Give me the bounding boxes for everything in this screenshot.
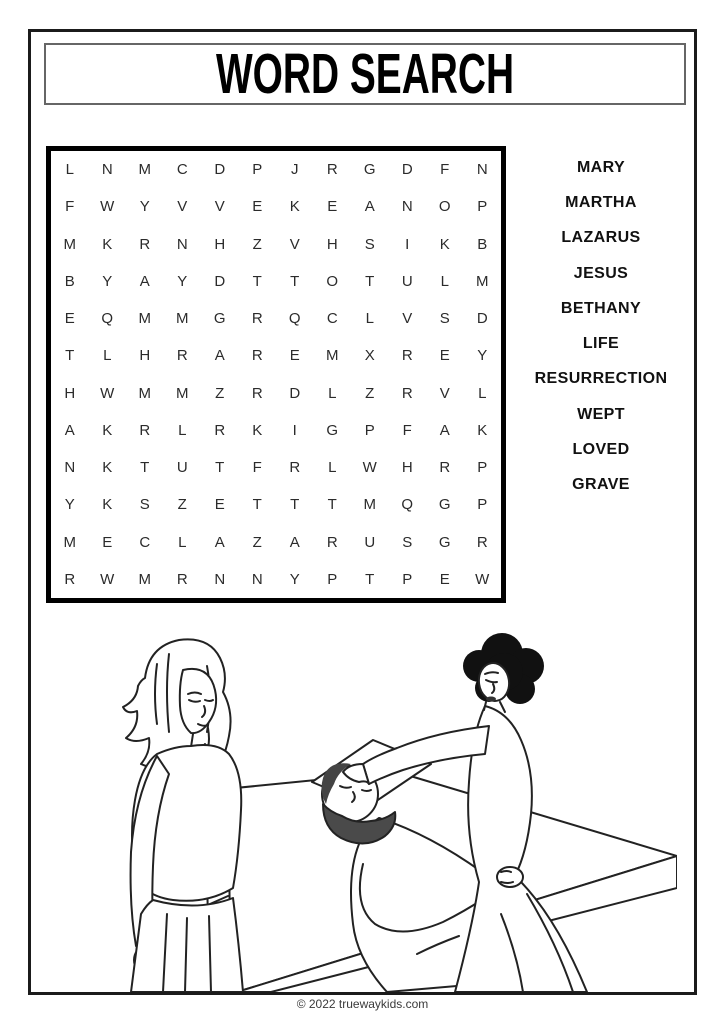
- grid-cell: Y: [102, 272, 113, 290]
- grid-cell: O: [438, 198, 451, 216]
- grid-cell: H: [64, 384, 76, 402]
- grid-cell: Z: [252, 533, 262, 551]
- grid-cell: L: [365, 310, 374, 328]
- grid-cell: T: [215, 459, 225, 477]
- grid-cell: K: [102, 459, 113, 477]
- grid-cell: H: [326, 235, 338, 253]
- grid-cell: L: [178, 421, 187, 439]
- grid-cell: L: [65, 161, 74, 179]
- word-search-grid: [51, 151, 501, 598]
- grid-cell: R: [439, 459, 451, 477]
- grid-cell: H: [401, 459, 413, 477]
- grid-cell: Q: [288, 310, 301, 328]
- grid-cell: P: [252, 161, 263, 179]
- grid-cell: Z: [365, 384, 375, 402]
- grid-cell: L: [103, 347, 112, 365]
- grid-cell: A: [289, 533, 300, 551]
- grid-cell: Y: [139, 198, 150, 216]
- grid-cell: P: [402, 570, 413, 588]
- grid-cell: N: [101, 161, 113, 179]
- grid-cell: H: [214, 235, 226, 253]
- grid-cell: W: [475, 570, 490, 588]
- grid-cell: N: [214, 570, 226, 588]
- grid-cell: R: [251, 310, 263, 328]
- grid-cell: I: [405, 235, 410, 253]
- grid-cell: M: [176, 384, 189, 402]
- grid-cell: Y: [477, 347, 488, 365]
- grid-cell: M: [63, 533, 76, 551]
- grid-cell: Z: [252, 235, 262, 253]
- grid-cell: A: [364, 198, 375, 216]
- grid-cell: S: [402, 533, 413, 551]
- grid-cell: F: [252, 459, 262, 477]
- grid-cell: N: [476, 161, 488, 179]
- grid-cell: W: [362, 459, 377, 477]
- grid-cell: W: [100, 198, 115, 216]
- grid-cell: Y: [177, 272, 188, 290]
- grid-cell: R: [176, 347, 188, 365]
- grid-cell: N: [176, 235, 188, 253]
- grid-cell: N: [251, 570, 263, 588]
- grid-cell: A: [139, 272, 150, 290]
- grid-cell: E: [214, 496, 225, 514]
- grid-cell: P: [327, 570, 338, 588]
- grid-cell: P: [364, 421, 375, 439]
- grid-cell: T: [252, 272, 262, 290]
- grid-cell: K: [477, 421, 488, 439]
- grid-cell: A: [439, 421, 450, 439]
- word-list-item: GRAVE: [572, 476, 630, 494]
- grid-cell: L: [328, 384, 337, 402]
- grid-cell: Q: [101, 310, 114, 328]
- grid-cell: R: [139, 421, 151, 439]
- grid-cell: K: [102, 496, 113, 514]
- grid-cell: T: [327, 496, 337, 514]
- grid-cell: V: [289, 235, 300, 253]
- grid-cell: R: [326, 161, 338, 179]
- grid-cell: M: [138, 384, 151, 402]
- page-title: WORD SEARCH: [215, 42, 515, 106]
- grid-cell: E: [289, 347, 300, 365]
- grid-cell: L: [478, 384, 487, 402]
- grid-cell: V: [177, 198, 188, 216]
- grid-cell: G: [213, 310, 226, 328]
- grid-cell: Y: [289, 570, 300, 588]
- grid-cell: R: [401, 384, 413, 402]
- grid-cell: R: [64, 570, 76, 588]
- grid-cell: X: [364, 347, 375, 365]
- word-list-item: BETHANY: [560, 299, 642, 317]
- grid-cell: Y: [64, 496, 75, 514]
- grid-cell: K: [289, 198, 300, 216]
- grid-cell: N: [401, 198, 413, 216]
- word-list-item: LIFE: [582, 335, 620, 353]
- grid-cell: M: [476, 272, 489, 290]
- grid-cell: K: [102, 421, 113, 439]
- grid-cell: L: [440, 272, 449, 290]
- grid-cell: T: [365, 272, 375, 290]
- word-list-item: WEPT: [577, 405, 625, 423]
- grid-cell: M: [138, 161, 151, 179]
- grid-cell: T: [140, 459, 150, 477]
- grid-cell: P: [477, 496, 488, 514]
- word-list-item: MARTHA: [565, 193, 637, 211]
- grid-cell: A: [214, 533, 225, 551]
- grid-cell: D: [401, 161, 413, 179]
- grid-cell: D: [476, 310, 488, 328]
- grid-cell: S: [439, 310, 450, 328]
- grid-cell: H: [139, 347, 151, 365]
- grid-cell: A: [214, 347, 225, 365]
- grid-cell: T: [365, 570, 375, 588]
- word-search-grid-frame: [46, 146, 506, 603]
- grid-cell: G: [363, 161, 376, 179]
- grid-cell: P: [477, 459, 488, 477]
- grid-cell: R: [401, 347, 413, 365]
- grid-cell: U: [364, 533, 376, 551]
- grid-cell: S: [139, 496, 150, 514]
- grid-cell: G: [326, 421, 339, 439]
- grid-cell: U: [176, 459, 188, 477]
- grid-cell: Q: [401, 496, 414, 514]
- grid-cell: R: [251, 347, 263, 365]
- grid-cell: M: [138, 570, 151, 588]
- grid-cell: E: [64, 310, 75, 328]
- grid-cell: M: [63, 235, 76, 253]
- grid-cell: C: [139, 533, 151, 551]
- grid-cell: V: [439, 384, 450, 402]
- grid-cell: N: [64, 459, 76, 477]
- grid-cell: B: [477, 235, 488, 253]
- title-box: [44, 43, 686, 105]
- grid-cell: E: [327, 198, 338, 216]
- grid-cell: F: [402, 421, 412, 439]
- grid-cell: Z: [215, 384, 225, 402]
- word-list-item: JESUS: [573, 264, 629, 282]
- grid-cell: L: [328, 459, 337, 477]
- grid-cell: T: [290, 272, 300, 290]
- word-list-item: LAZARUS: [561, 229, 641, 247]
- grid-cell: F: [440, 161, 450, 179]
- grid-cell: C: [176, 161, 188, 179]
- grid-cell: L: [178, 533, 187, 551]
- grid-cell: R: [214, 421, 226, 439]
- grid-cell: M: [176, 310, 189, 328]
- grid-cell: E: [102, 533, 113, 551]
- grid-cell: B: [64, 272, 75, 290]
- grid-cell: R: [326, 533, 338, 551]
- copyright-text: © 2022 truewaykids.com: [296, 997, 429, 1011]
- word-list-item: MARY: [576, 158, 626, 176]
- left-woman-figure: [123, 639, 243, 992]
- grid-cell: F: [65, 198, 75, 216]
- bedside-illustration: [57, 614, 677, 992]
- grid-cell: M: [326, 347, 339, 365]
- grid-cell: D: [214, 161, 226, 179]
- grid-cell: R: [289, 459, 301, 477]
- grid-cell: K: [439, 235, 450, 253]
- grid-cell: D: [214, 272, 226, 290]
- grid-cell: S: [364, 235, 375, 253]
- grid-cell: G: [438, 533, 451, 551]
- grid-cell: M: [363, 496, 376, 514]
- grid-cell: K: [252, 421, 263, 439]
- grid-cell: P: [477, 198, 488, 216]
- grid-cell: J: [291, 161, 299, 179]
- word-list: [506, 150, 696, 503]
- grid-cell: A: [64, 421, 75, 439]
- grid-cell: R: [176, 570, 188, 588]
- grid-cell: G: [438, 496, 451, 514]
- grid-cell: U: [401, 272, 413, 290]
- grid-cell: I: [292, 421, 297, 439]
- grid-cell: C: [326, 310, 338, 328]
- grid-cell: V: [402, 310, 413, 328]
- grid-cell: V: [214, 198, 225, 216]
- grid-cell: E: [252, 198, 263, 216]
- grid-cell: R: [251, 384, 263, 402]
- word-list-item: LOVED: [572, 441, 630, 459]
- grid-cell: W: [100, 570, 115, 588]
- grid-cell: T: [252, 496, 262, 514]
- grid-cell: T: [290, 496, 300, 514]
- grid-cell: T: [65, 347, 75, 365]
- grid-cell: K: [102, 235, 113, 253]
- grid-cell: Z: [177, 496, 187, 514]
- grid-cell: R: [476, 533, 488, 551]
- grid-cell: M: [138, 310, 151, 328]
- grid-cell: W: [100, 384, 115, 402]
- grid-cell: O: [326, 272, 339, 290]
- grid-cell: R: [139, 235, 151, 253]
- grid-cell: D: [289, 384, 301, 402]
- grid-cell: E: [439, 570, 450, 588]
- word-list-item: RESURRECTION: [534, 370, 668, 388]
- grid-cell: E: [439, 347, 450, 365]
